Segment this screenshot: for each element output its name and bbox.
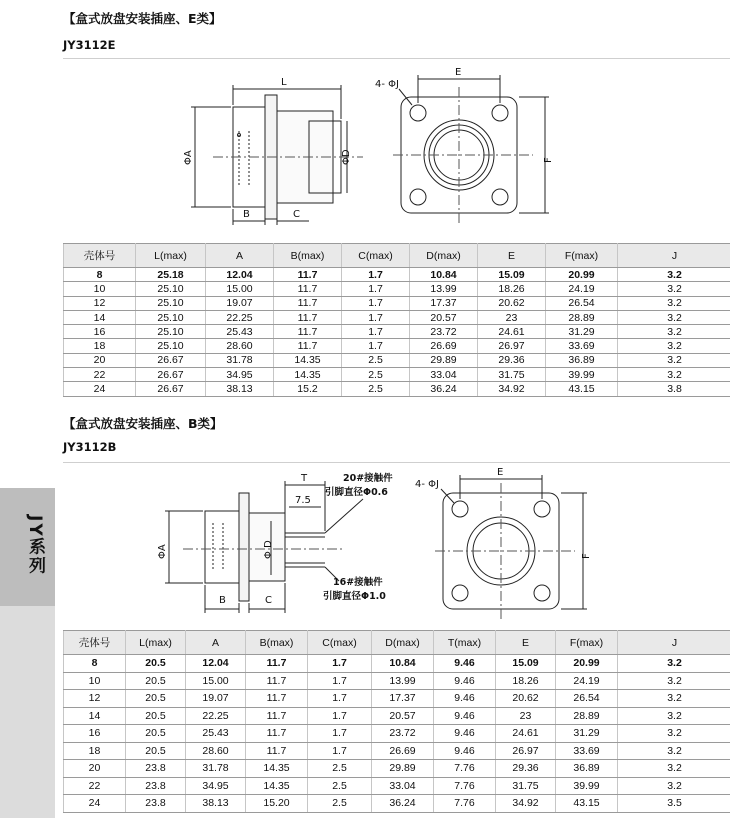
table-cell: 9.46: [434, 672, 496, 690]
section-b-title: 【盒式放盘安装插座、B类】: [63, 416, 223, 431]
table-cell: 20: [64, 760, 126, 778]
table-cell: 23.72: [372, 725, 434, 743]
column-header: J: [618, 244, 730, 268]
table-cell: 3.2: [618, 353, 730, 367]
table-row: [64, 655, 730, 673]
table-cell: 9.46: [434, 725, 496, 743]
table-cell: 12.04: [186, 655, 246, 673]
spec-table-b: [63, 630, 730, 813]
table-cell: 18.26: [496, 672, 556, 690]
table-cell: 31.29: [556, 725, 618, 743]
table-cell: 34.92: [496, 795, 556, 813]
table-cell: 33.69: [556, 742, 618, 760]
table-cell: 24.61: [496, 725, 556, 743]
b-dim-d-label: Φ D: [263, 540, 274, 559]
b-dim-f-label: F: [581, 553, 592, 559]
table-row: [64, 777, 730, 795]
table-cell: 16: [64, 725, 126, 743]
table-cell: 11.7: [246, 707, 308, 725]
table-cell: 34.95: [186, 777, 246, 795]
drawing-b-svg: [63, 463, 730, 629]
table-cell: 11.7: [274, 339, 342, 353]
table-cell: 23: [478, 310, 546, 324]
table-cell: 18.26: [478, 282, 546, 296]
table-cell: 15.09: [478, 268, 546, 282]
table-cell: 11.7: [274, 310, 342, 324]
table-cell: 3.2: [618, 655, 730, 673]
table-cell: 3.2: [618, 268, 730, 282]
dim-c-label: C: [293, 209, 300, 220]
table-row: [64, 296, 730, 310]
table-cell: 1.7: [342, 282, 410, 296]
table-cell: 2.5: [308, 795, 372, 813]
table-cell: 26.54: [556, 690, 618, 708]
table-cell: 26.97: [478, 339, 546, 353]
table-cell: 1.7: [342, 325, 410, 339]
table-cell: 12: [64, 296, 136, 310]
table-row: [64, 382, 730, 396]
table-cell: 8: [64, 268, 136, 282]
table-cell: 16: [64, 325, 136, 339]
table-cell: 1.7: [308, 690, 372, 708]
table-cell: 29.36: [496, 760, 556, 778]
table-cell: 7.76: [434, 760, 496, 778]
table-row: [64, 690, 730, 708]
column-header: B(max): [274, 244, 342, 268]
table-cell: 23: [496, 707, 556, 725]
table-cell: 29.89: [372, 760, 434, 778]
table-cell: 26.67: [136, 368, 206, 382]
table-cell: 3.5: [618, 795, 730, 813]
table-cell: 2.5: [342, 353, 410, 367]
table-cell: 31.75: [478, 368, 546, 382]
table-cell: 10: [64, 672, 126, 690]
table-row: [64, 707, 730, 725]
spec-table-e: [63, 243, 730, 397]
table-cell: 9.46: [434, 742, 496, 760]
table-cell: 1.7: [342, 268, 410, 282]
table-row: [64, 795, 730, 813]
table-cell: 3.2: [618, 760, 730, 778]
column-header: 壳体号: [64, 244, 136, 268]
table-cell: 3.2: [618, 296, 730, 310]
table-cell: 3.2: [618, 725, 730, 743]
table-cell: 20.57: [410, 310, 478, 324]
table-cell: 2.5: [308, 777, 372, 795]
table-row: [64, 725, 730, 743]
table-cell: 20.99: [546, 268, 618, 282]
table-cell: 26.67: [136, 382, 206, 396]
table-cell: 23.8: [126, 795, 186, 813]
table-cell: 3.8: [618, 382, 730, 396]
table-cell: 33.04: [372, 777, 434, 795]
table-cell: 1.7: [342, 310, 410, 324]
table-cell: 10: [64, 282, 136, 296]
column-header: J: [618, 631, 730, 655]
dim-j-label: 4- ΦJ: [375, 79, 399, 90]
table-cell: 1.7: [308, 672, 372, 690]
table-cell: 24.61: [478, 325, 546, 339]
table-cell: 17.37: [372, 690, 434, 708]
table-cell: 39.99: [546, 368, 618, 382]
table-cell: 2.5: [308, 760, 372, 778]
column-header: T(max): [434, 631, 496, 655]
table-cell: 43.15: [556, 795, 618, 813]
column-header: D(max): [410, 244, 478, 268]
table-cell: 33.04: [410, 368, 478, 382]
table-cell: 31.78: [186, 760, 246, 778]
table-cell: 2.5: [342, 368, 410, 382]
table-cell: 26.69: [372, 742, 434, 760]
table-row: [64, 325, 730, 339]
b-dim-j-label: 4- ΦJ: [415, 479, 439, 490]
table-cell: 3.2: [618, 690, 730, 708]
table-cell: 3.2: [618, 310, 730, 324]
column-header: L(max): [126, 631, 186, 655]
note-16-pin: 引脚直径Φ1.0: [323, 591, 386, 602]
table-cell: 26.69: [410, 339, 478, 353]
table-cell: 2.5: [342, 382, 410, 396]
column-header: F(max): [546, 244, 618, 268]
table-cell: 20.62: [478, 296, 546, 310]
table-cell: 1.7: [342, 339, 410, 353]
dim-e-label: E: [455, 67, 462, 78]
note-20-pin: 引脚直径Φ0.6: [325, 487, 388, 498]
column-header: C(max): [308, 631, 372, 655]
table-cell: 11.7: [246, 690, 308, 708]
b-dim-b-label: B: [219, 595, 226, 606]
table-cell: 25.10: [136, 282, 206, 296]
table-cell: 1.7: [308, 725, 372, 743]
table-cell: 39.99: [556, 777, 618, 795]
table-cell: 24.19: [556, 672, 618, 690]
table-cell: 13.99: [372, 672, 434, 690]
table-cell: 23.72: [410, 325, 478, 339]
table-cell: 20.5: [126, 707, 186, 725]
dim-t-label: T: [301, 473, 308, 484]
table-cell: 20.62: [496, 690, 556, 708]
note-16-contact: 16#接触件: [333, 577, 383, 588]
table-cell: 18: [64, 742, 126, 760]
table-cell: 11.7: [274, 282, 342, 296]
b-side-rear: [205, 511, 239, 583]
table-row: [64, 672, 730, 690]
section-b-model: JY3112B: [63, 440, 117, 454]
table-cell: 26.54: [546, 296, 618, 310]
table-cell: 29.89: [410, 353, 478, 367]
column-header: F(max): [556, 631, 618, 655]
table-cell: 3.2: [618, 339, 730, 353]
table-row: [64, 760, 730, 778]
column-header: C(max): [342, 244, 410, 268]
table-cell: 36.89: [556, 760, 618, 778]
table-cell: 11.7: [246, 672, 308, 690]
table-cell: 29.36: [478, 353, 546, 367]
b-side-flange: [239, 493, 249, 601]
table-cell: 10.84: [372, 655, 434, 673]
table-cell: 38.13: [206, 382, 274, 396]
table-cell: 34.92: [478, 382, 546, 396]
drawing-e-svg: [63, 59, 730, 239]
b-dim-a-label: ΦA: [157, 544, 168, 559]
table-cell: 20.5: [126, 742, 186, 760]
table-cell: 22: [64, 777, 126, 795]
column-header: E: [496, 631, 556, 655]
b-dim-e-label: E: [497, 467, 504, 478]
table-cell: 36.24: [372, 795, 434, 813]
table-cell: 14: [64, 707, 126, 725]
table-row: [64, 282, 730, 296]
column-header: 壳体号: [64, 631, 126, 655]
drawing-b: [63, 462, 730, 629]
column-header: L(max): [136, 244, 206, 268]
table-cell: 17.37: [410, 296, 478, 310]
table-cell: 22.25: [206, 310, 274, 324]
table-cell: 22: [64, 368, 136, 382]
table-cell: 7.76: [434, 777, 496, 795]
note-20-contact: 20#接触件: [343, 473, 393, 484]
table-row: [64, 742, 730, 760]
table-cell: 36.89: [546, 353, 618, 367]
table-header-row: [64, 244, 730, 268]
table-cell: 14.35: [274, 353, 342, 367]
table-cell: 25.10: [136, 296, 206, 310]
table-cell: 3.2: [618, 672, 730, 690]
table-row: [64, 268, 730, 282]
table-cell: 20.5: [126, 725, 186, 743]
section-e-model: JY3112E: [63, 38, 116, 52]
table-cell: 25.10: [136, 339, 206, 353]
table-cell: 8: [64, 655, 126, 673]
column-header: D(max): [372, 631, 434, 655]
table-cell: 15.20: [246, 795, 308, 813]
table-cell: 11.7: [246, 725, 308, 743]
table-cell: 28.60: [186, 742, 246, 760]
table-cell: 20.5: [126, 655, 186, 673]
table-cell: 9.46: [434, 707, 496, 725]
table-cell: 1.7: [342, 296, 410, 310]
dim-75-label: 7.5: [295, 495, 311, 506]
table-cell: 18: [64, 339, 136, 353]
table-cell: 3.2: [618, 707, 730, 725]
table-cell: 23.8: [126, 777, 186, 795]
table-cell: 28.89: [556, 707, 618, 725]
table-cell: 33.69: [546, 339, 618, 353]
table-cell: 15.2: [274, 382, 342, 396]
table-cell: 1.7: [308, 707, 372, 725]
column-header: A: [186, 631, 246, 655]
table-cell: 23.8: [126, 760, 186, 778]
table-cell: 19.07: [186, 690, 246, 708]
table-cell: 11.7: [274, 296, 342, 310]
table-cell: 20.57: [372, 707, 434, 725]
table-cell: 24: [64, 382, 136, 396]
table-cell: 24.19: [546, 282, 618, 296]
table-cell: 20.5: [126, 672, 186, 690]
section-e-title: 【盒式放盘安装插座、E类】: [63, 11, 222, 26]
table-cell: 26.67: [136, 353, 206, 367]
table-cell: 3.2: [618, 777, 730, 795]
table-cell: 1.7: [308, 742, 372, 760]
table-cell: 20: [64, 353, 136, 367]
table-cell: 20.99: [556, 655, 618, 673]
table-cell: 20.5: [126, 690, 186, 708]
table-cell: 3.2: [618, 282, 730, 296]
column-header: E: [478, 244, 546, 268]
table-cell: 14.35: [246, 777, 308, 795]
table-cell: 26.97: [496, 742, 556, 760]
table-cell: 3.2: [618, 742, 730, 760]
table-cell: 11.7: [246, 742, 308, 760]
table-cell: 14.35: [246, 760, 308, 778]
table-cell: 31.78: [206, 353, 274, 367]
dim-l-label: L: [281, 77, 287, 88]
table-cell: 25.43: [206, 325, 274, 339]
table-cell: 10.84: [410, 268, 478, 282]
table-row: [64, 310, 730, 324]
table-cell: 31.75: [496, 777, 556, 795]
dim-a-label: ΦA: [183, 150, 194, 165]
table-cell: 3.2: [618, 368, 730, 382]
table-cell: 31.29: [546, 325, 618, 339]
table-cell: 11.7: [246, 655, 308, 673]
column-header: B(max): [246, 631, 308, 655]
table-cell: 28.89: [546, 310, 618, 324]
sidebar-series-label: JY系列: [25, 514, 45, 576]
table-cell: 24: [64, 795, 126, 813]
table-cell: 15.09: [496, 655, 556, 673]
table-cell: 38.13: [186, 795, 246, 813]
table-cell: 25.18: [136, 268, 206, 282]
table-row: [64, 368, 730, 382]
table-cell: 9.46: [434, 690, 496, 708]
table-cell: 12: [64, 690, 126, 708]
dim-b-label: B: [243, 209, 250, 220]
drawing-e: [63, 58, 730, 239]
table-row: [64, 353, 730, 367]
b-dim-c-label: C: [265, 595, 272, 606]
table-row: [64, 339, 730, 353]
table-cell: 14: [64, 310, 136, 324]
table-cell: 25.43: [186, 725, 246, 743]
dim-f-label: F: [543, 157, 554, 163]
column-header: A: [206, 244, 274, 268]
table-cell: 25.10: [136, 310, 206, 324]
table-cell: 14.35: [274, 368, 342, 382]
table-cell: 12.04: [206, 268, 274, 282]
table-cell: 11.7: [274, 325, 342, 339]
table-cell: 28.60: [206, 339, 274, 353]
table-cell: 15.00: [206, 282, 274, 296]
table-cell: 15.00: [186, 672, 246, 690]
table-cell: 7.76: [434, 795, 496, 813]
table-cell: 25.10: [136, 325, 206, 339]
table-cell: 22.25: [186, 707, 246, 725]
table-cell: 36.24: [410, 382, 478, 396]
table-cell: 34.95: [206, 368, 274, 382]
table-cell: 19.07: [206, 296, 274, 310]
table-cell: 43.15: [546, 382, 618, 396]
dim-d-label: ΦD: [341, 149, 352, 165]
table-cell: 9.46: [434, 655, 496, 673]
table-header-row: [64, 631, 730, 655]
table-cell: 11.7: [274, 268, 342, 282]
table-cell: 1.7: [308, 655, 372, 673]
table-cell: 3.2: [618, 325, 730, 339]
table-cell: 13.99: [410, 282, 478, 296]
